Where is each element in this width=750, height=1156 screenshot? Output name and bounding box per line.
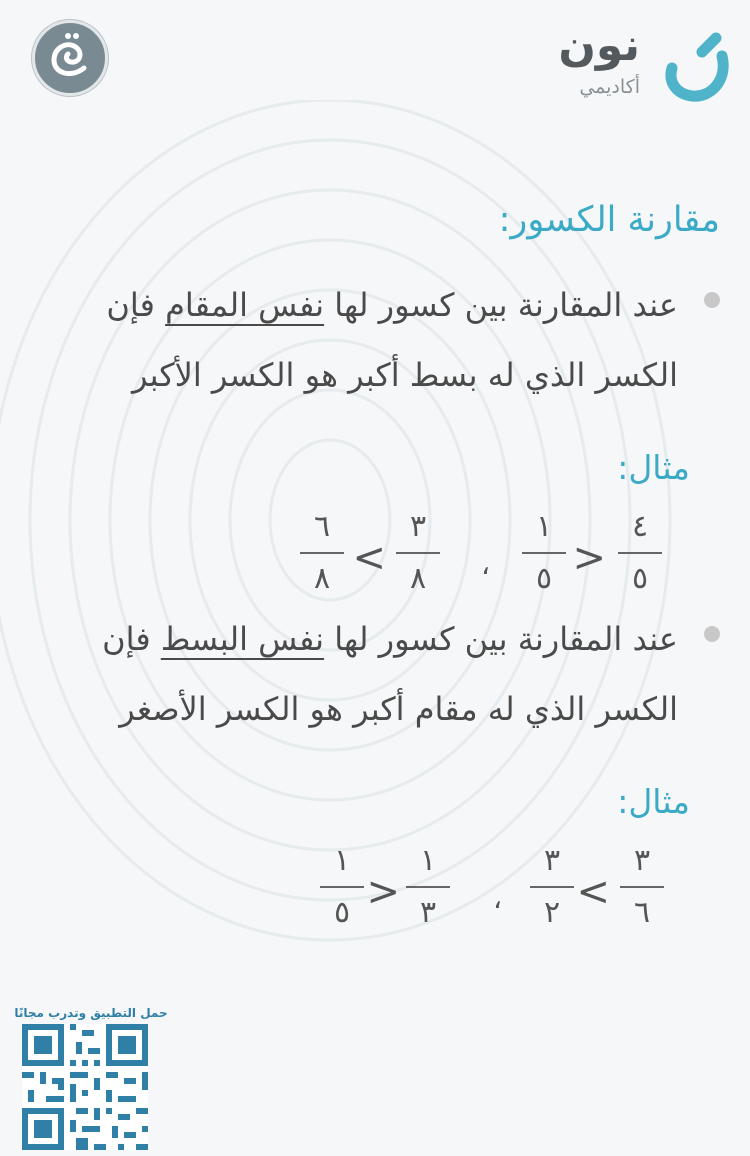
comparison-operator: <	[572, 535, 606, 581]
denominator: ٣	[419, 895, 437, 930]
numerator: ٦	[313, 509, 331, 544]
numerator: ١	[333, 843, 351, 878]
logo-subtitle: أكاديمي	[579, 76, 640, 98]
fraction	[620, 843, 664, 934]
separator: ،	[480, 548, 490, 581]
fraction	[530, 843, 574, 934]
header	[0, 0, 750, 110]
arabic-letter-icon	[42, 30, 98, 86]
fraction-bar	[320, 886, 364, 888]
separator: ،	[492, 882, 502, 915]
comparison-operator: >	[576, 869, 610, 915]
noon-logo-icon	[662, 26, 732, 106]
fraction	[618, 509, 662, 600]
bullet-icon	[704, 292, 720, 308]
numerator: ٣	[409, 509, 427, 544]
rule-text-post: فإن الكسر الذي له مقام أكبر هو الكسر الأصغر	[102, 620, 678, 728]
rule-same-numerator	[30, 604, 720, 754]
numerator: ١	[419, 843, 437, 878]
example-label: مثال:	[617, 448, 690, 487]
denominator: ٥	[631, 561, 649, 596]
fraction	[300, 509, 344, 600]
rule-text-pre: عند المقارنة بين كسور لها	[324, 620, 678, 658]
logo-word: نون	[558, 20, 640, 71]
numerator: ٤	[631, 509, 649, 544]
fraction-bar	[406, 886, 450, 888]
subject-badge	[32, 20, 108, 96]
denominator: ٨	[313, 561, 331, 596]
fraction-bar	[530, 886, 574, 888]
denominator: ٦	[633, 895, 651, 930]
qr-caption: حمل التطبيق وتدرب مجانًا	[14, 1006, 168, 1020]
fraction	[396, 509, 440, 600]
numerator: ٣	[543, 843, 561, 878]
fraction	[522, 509, 566, 600]
bullet-icon	[704, 626, 720, 642]
comparison-operator: <	[366, 869, 400, 915]
denominator: ٢	[543, 895, 561, 930]
fraction-bar	[618, 552, 662, 554]
fraction-bar	[620, 886, 664, 888]
fraction-bar	[522, 552, 566, 554]
rule-text-underlined: نفس المقام	[165, 286, 325, 324]
rule-text-underlined: نفس البسط	[160, 620, 325, 658]
denominator: ٥	[333, 895, 351, 930]
rule-text	[38, 270, 678, 410]
numerator: ٣	[633, 843, 651, 878]
denominator: ٥	[535, 561, 553, 596]
rule-text-post: فإن الكسر الذي له بسط أكبر هو الكسر الأكبر	[106, 286, 678, 394]
denominator: ٨	[409, 561, 427, 596]
rule-text-pre: عند المقارنة بين كسور لها	[324, 286, 678, 324]
rule-text	[38, 604, 678, 744]
example-label: مثال:	[617, 782, 690, 821]
brand-logo	[532, 14, 732, 104]
rule-same-denominator	[30, 270, 720, 420]
fraction	[406, 843, 450, 934]
example-fractions	[0, 843, 750, 956]
numerator: ١	[535, 509, 553, 544]
fraction	[320, 843, 364, 934]
qr-code[interactable]	[22, 1024, 148, 1150]
page-title: مقارنة الكسور:	[498, 200, 720, 240]
fraction-bar	[396, 552, 440, 554]
comparison-operator: >	[352, 535, 386, 581]
fraction-bar	[300, 552, 344, 554]
